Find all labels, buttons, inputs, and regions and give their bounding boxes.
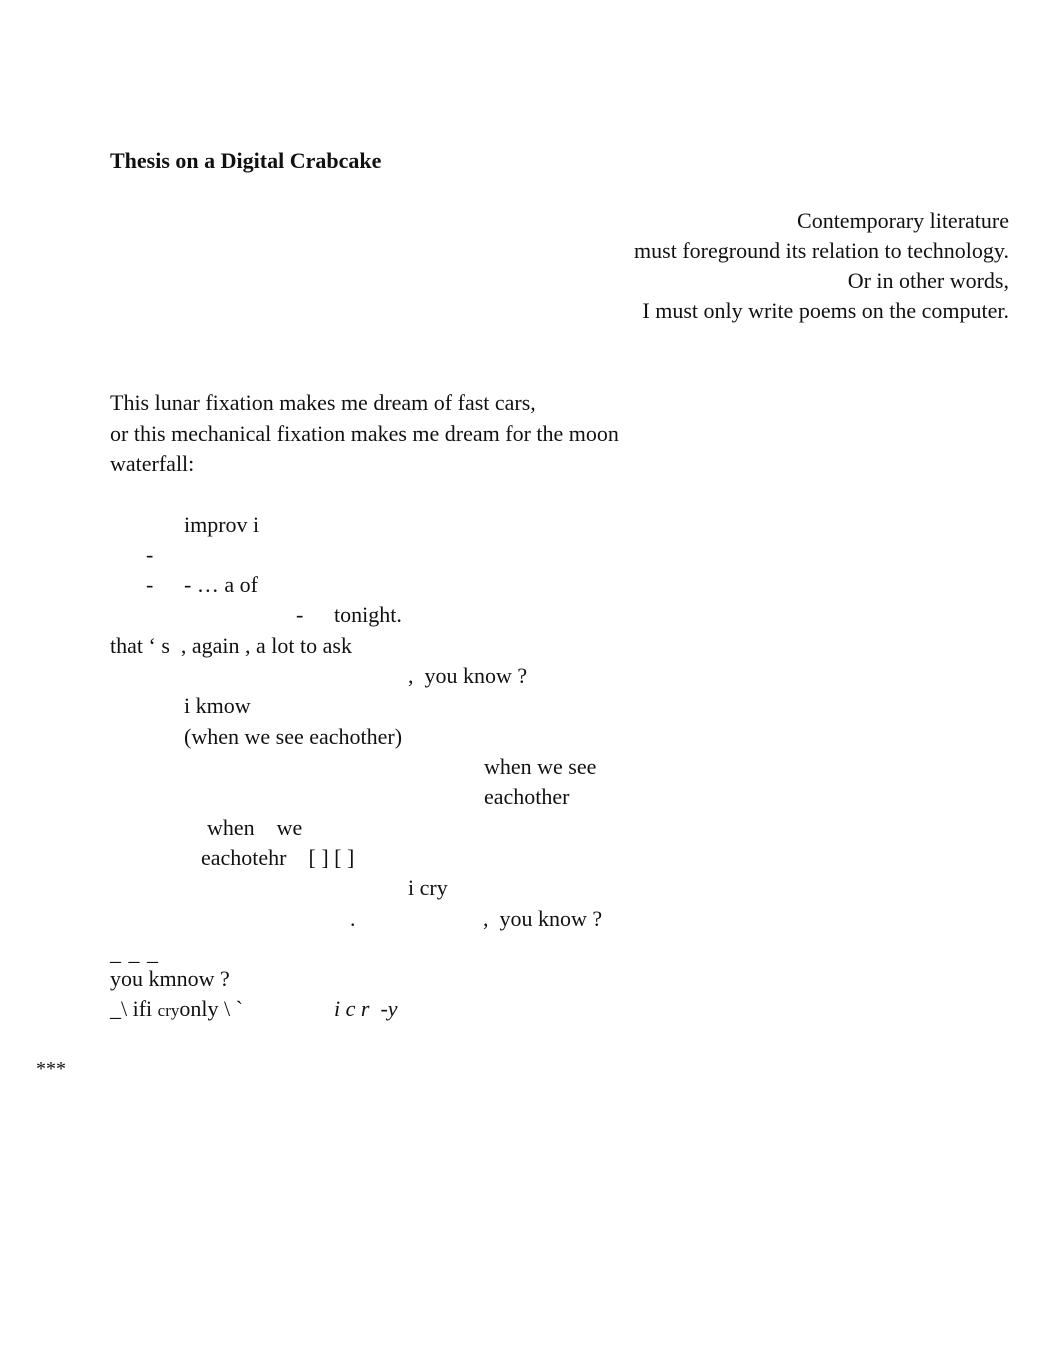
epigraph-line: must foreground its relation to technology. (634, 238, 1009, 263)
poem-line: (when we see eachother) (184, 724, 403, 749)
epigraph-line: I must only write poems on the computer. (642, 298, 1009, 323)
epigraph-line: Contemporary literature (797, 208, 1009, 233)
poem-dot: . (350, 906, 356, 931)
poem-dash: - (146, 542, 154, 567)
poem-underscores: _ _ _ (110, 940, 159, 965)
poem-line: you kmnow ? (110, 966, 230, 991)
epigraph-line: Or in other words, (847, 268, 1009, 293)
poem-dash: - (146, 572, 154, 597)
poem-line: , you know ? (483, 906, 603, 931)
poem-dash: - (296, 602, 304, 627)
poem-line: eachother (484, 784, 570, 809)
poem-fragment: _\ ifi (110, 996, 158, 1021)
intro-line: waterfall: (110, 451, 195, 476)
poem-line: eachotehr [ ] [ ] (201, 845, 355, 870)
poem-line: i c r -y (334, 996, 398, 1021)
poem-line: , you know ? (408, 663, 528, 688)
poem-line: - … a of (184, 572, 258, 597)
poem-title: Thesis on a Digital Crabcake (110, 148, 382, 173)
poem-line: tonight. (334, 602, 402, 627)
poem-line: that ‘ s , again , a lot to ask (110, 633, 352, 658)
poem-line: when we (207, 815, 303, 840)
intro-line: This lunar fixation makes me dream of fast cars, (110, 390, 536, 415)
poem-line: i cry (408, 875, 448, 900)
poem-line: improv i (184, 512, 260, 537)
poem-line (110, 996, 243, 1024)
poem-fragment: cry (157, 1001, 180, 1020)
epigraph (634, 206, 1009, 326)
poem-line: i kmow (184, 693, 251, 718)
poem-fragment: only \ ` (179, 996, 243, 1021)
poem-line: when we see (484, 754, 597, 779)
intro-line: or this mechanical fixation makes me dream for the moon (110, 421, 619, 446)
section-break: *** (36, 1058, 66, 1080)
